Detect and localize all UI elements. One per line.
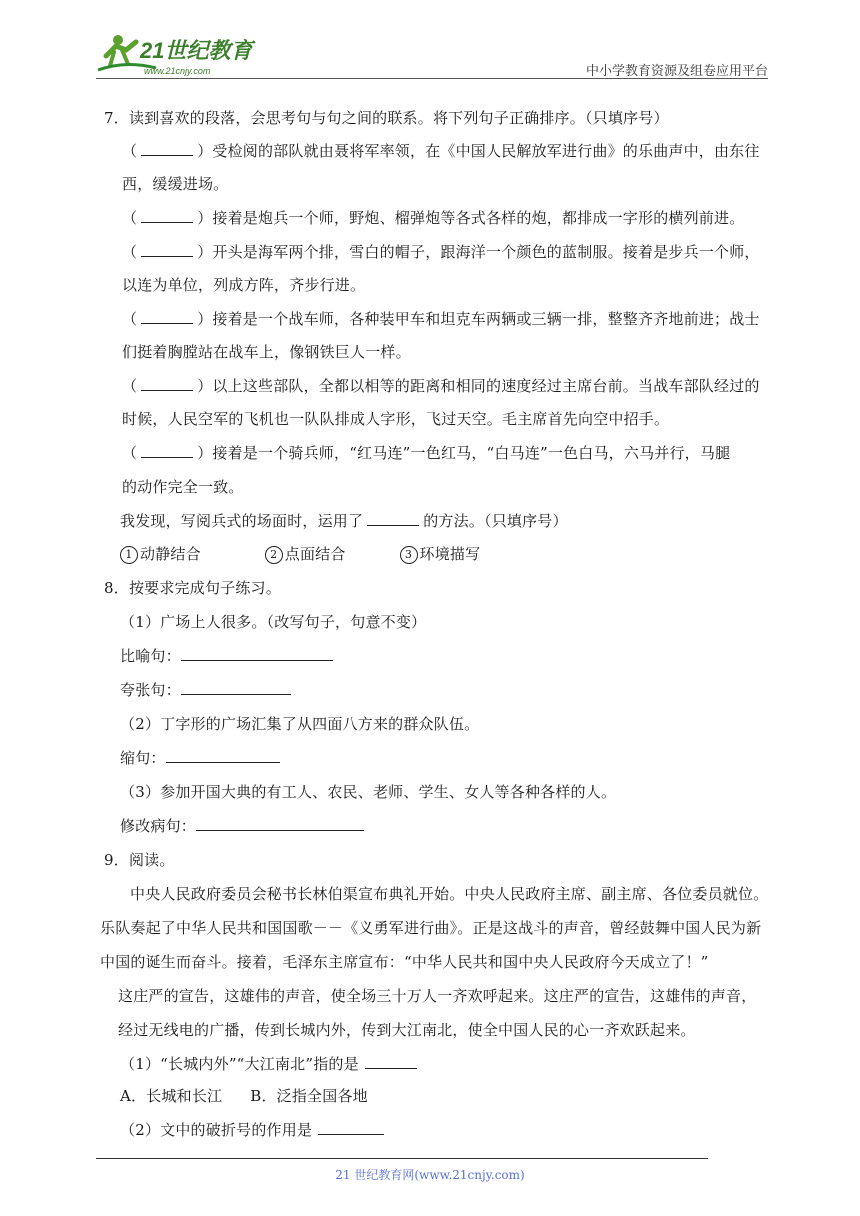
q7-item-3: （ ）开头是海军两个排，雪白的帽子，跟海洋一个颜色的蓝制服。接着是步兵一个师， [122, 243, 760, 261]
q7-stem: 7．读到喜欢的段落，会思考句与句之间的联系。将下列句子正确排序。（只填序号） [104, 109, 669, 127]
q7-finding: 我发现，写阅兵式的场面时，运用了 的方法。（只填序号） [120, 512, 568, 530]
q9-sub-2: （2）文中的破折号的作用是 [120, 1120, 384, 1140]
q8-fix-blank[interactable] [196, 816, 364, 831]
q7-item-2: （ ）接着是炮兵一个师，野炮、榴弹炮等各式各样的炮，都排成一字形的横列前进。 [122, 209, 745, 227]
q7-item-4: （ ）接着是一个战车师，各种装甲车和坦克车两辆或三辆一排，整整齐齐地前进；战士 [122, 310, 760, 328]
q7-answer-blank-2[interactable] [141, 208, 193, 223]
q9-para2-line2: 经过无线电的广播，传到长城内外，传到大江南北，使全中国人民的心一齐欢跃起来。 [118, 1021, 696, 1039]
q8-fix: 修改病句： [120, 816, 364, 836]
q7-item-6: （ ）接着是一个骑兵师，“红马连”一色红马，“白马连”一色白马，六马并行，马腿 [122, 444, 731, 462]
q8-shrink-blank[interactable] [166, 748, 280, 763]
q8-metaphor-blank[interactable] [181, 646, 333, 661]
q8-exaggeration: 夸张句： [120, 680, 291, 700]
q9-para1-line3: 中国的诞生而奋斗。接着，毛泽东主席宣布：“中华人民共和国中央人民政府今天成立了！” [100, 953, 709, 971]
q7-item-5-cont: 时候，人民空军的飞机也一队队排成人字形，飞过天空。毛主席首先向空中招手。 [122, 410, 670, 428]
q7-item-1-cont: 西，缓缓进场。 [122, 175, 229, 193]
q8-part-2: （2）丁字形的广场汇集了从四面八方来的群众队伍。 [120, 715, 480, 733]
q7-item-3-cont: 以连为单位，列成方阵，齐步行进。 [122, 276, 366, 294]
q7-answer-blank-3[interactable] [141, 242, 193, 257]
q9-para1-line2: 乐队奏起了中华人民共和国国歌－－《义勇军进行曲》。正是这战斗的声音，曾经鼓舞中国人民为新 [100, 919, 762, 937]
footer-site[interactable]: 21 世纪教育网(www.21cnjy.com) [335, 1168, 525, 1182]
q9-options [120, 1086, 368, 1106]
q7-item-1: （ ）受检阅的部队就由聂将军率领，在《中国人民解放军进行曲》的乐曲声中，由东往 [122, 142, 760, 160]
footer-divider [96, 1158, 708, 1159]
q8-metaphor: 比喻句： [120, 646, 333, 666]
q8-exaggeration-blank[interactable] [181, 680, 291, 695]
q7-options [120, 544, 480, 564]
q8-part-1: （1）广场上人很多。（改写句子，句意不变） [120, 613, 427, 631]
q7-item-6-cont: 的动作完全一致。 [122, 478, 244, 496]
q9-sub1-blank[interactable] [365, 1054, 417, 1069]
header-platform-title: 中小学教育资源及组卷应用平台 [585, 64, 768, 79]
q7-answer-blank-1[interactable] [141, 141, 193, 156]
q8-part-3: （3）参加开国大典的有工人、农民、老师、学生、女人等各种各样的人。 [120, 783, 617, 801]
q7-option-1: 1 动静结合 [120, 545, 201, 563]
page-header [96, 30, 768, 80]
svg-text:21世纪教育: 21世纪教育 [140, 38, 253, 63]
q7-answer-blank-5[interactable] [141, 376, 193, 391]
q9-sub-1: （1）“长城内外”“大江南北”指的是 [120, 1054, 417, 1074]
q9-para2-line1: 这庄严的宣告，这雄伟的声音，使全场三十万人一齐欢呼起来。这庄严的宣告，这雄伟的声音， [118, 987, 757, 1005]
logo-21cnjy [96, 30, 296, 78]
q9-option-a: A．长城和长江 [120, 1087, 223, 1105]
q7-option-3: 3 环境描写 [400, 545, 481, 563]
q7-answer-blank-4[interactable] [141, 309, 193, 324]
q9-stem: 9．阅读。 [104, 851, 175, 869]
q9-sub2-blank[interactable] [318, 1120, 384, 1135]
q7-option-2: 2 点面结合 [265, 545, 346, 563]
q7-item-5: （ ）以上这些部队，全都以相等的距离和相同的速度经过主席台前。当战车部队经过的 [122, 377, 760, 395]
header-divider [96, 78, 768, 79]
svg-text:www.21cnjy.com: www.21cnjy.com [144, 66, 211, 76]
q9-option-b: B．泛指全国各地 [250, 1087, 368, 1105]
q7-item-4-cont: 们挺着胸膛站在战车上，像钢铁巨人一样。 [122, 343, 411, 361]
q9-para1-line1: 中央人民政府委员会秘书长林伯渠宣布典礼开始。中央人民政府主席、副主席、各位委员就位。 [130, 885, 769, 903]
q7-answer-blank-6[interactable] [141, 443, 193, 458]
q8-shrink: 缩句： [120, 748, 280, 768]
q7-method-blank[interactable] [367, 511, 419, 526]
q8-stem: 8．按要求完成句子练习。 [104, 579, 281, 597]
